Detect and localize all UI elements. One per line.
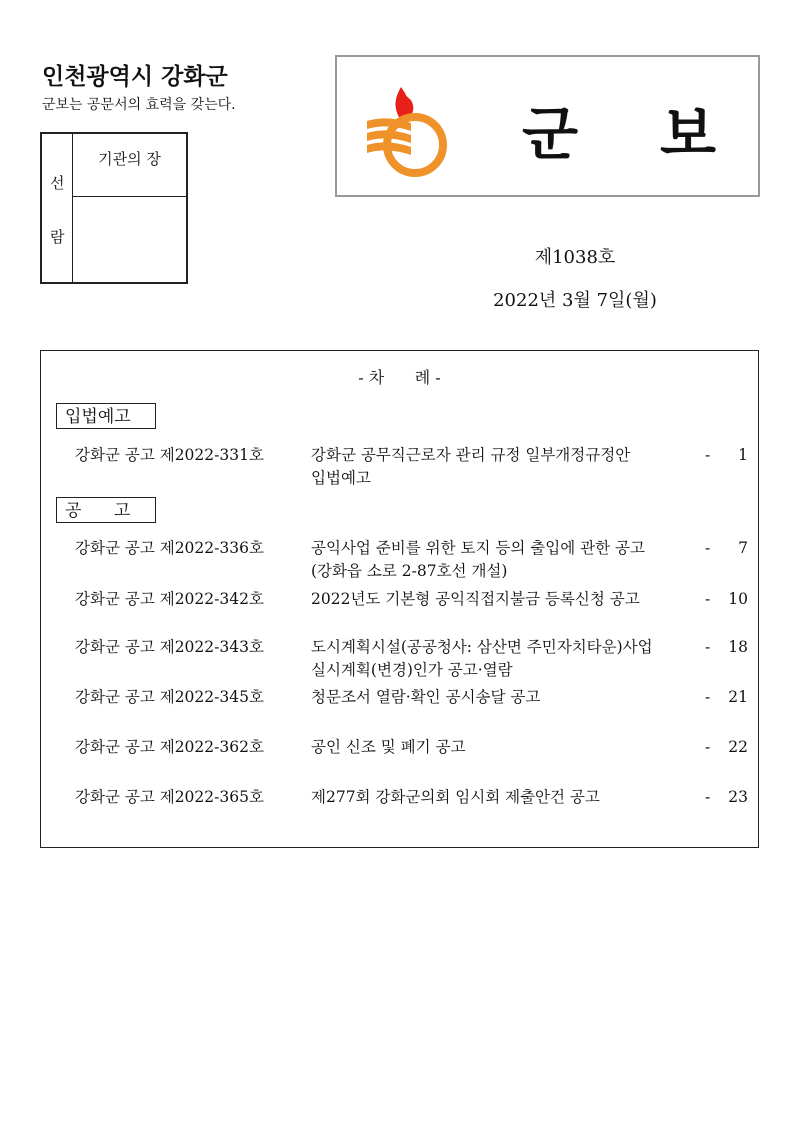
- circulation-side: [42, 134, 73, 282]
- notice-number: 강화군 공고 제2022-343호: [75, 638, 264, 656]
- circulation-side-label-2: 람: [50, 228, 65, 246]
- page-number: 23: [728, 788, 748, 806]
- issue-number: 제1038호: [534, 247, 616, 268]
- dash: -: [705, 638, 711, 656]
- notice-title: 공인 신조 및 폐기 공고: [311, 738, 466, 756]
- section-legislative-notice: 입법예고: [56, 403, 156, 429]
- notice-title: 2022년도 기본형 공익직접지불금 등록신청 공고: [311, 590, 640, 608]
- page-number: 22: [728, 738, 748, 756]
- page-number: 10: [728, 590, 748, 608]
- circulation-header: 기관의 장: [73, 134, 186, 197]
- dash: -: [705, 539, 711, 557]
- publisher-title: 인천광역시 강화군: [42, 64, 228, 90]
- page-number: 1: [738, 446, 748, 464]
- toc-heading: - 차 례 -: [358, 368, 441, 387]
- dash: -: [705, 688, 711, 706]
- notice-title: 청문조서 열람·확인 공시송달 공고: [311, 688, 541, 706]
- circulation-side-label-1: 선: [50, 174, 65, 192]
- dash: -: [705, 590, 711, 608]
- notice-number: 강화군 공고 제2022-336호: [75, 539, 264, 557]
- county-emblem-icon: [363, 79, 453, 179]
- notice-number: 강화군 공고 제2022-331호: [75, 446, 264, 464]
- banner-char-2: 보: [660, 100, 717, 168]
- notice-title: 강화군 공무직근로자 관리 규정 일부개정규정안 입법예고: [311, 446, 631, 487]
- banner-char-1: 군: [522, 100, 579, 168]
- notice-title: 도시계획시설(공공청사: 삼산면 주민자치타운)사업 실시계획(변경)인가 공고·열람: [311, 638, 653, 679]
- publisher-subtitle: 군보는 공문서의 효력을 갖는다.: [42, 97, 236, 113]
- issue-date: 2022년 3월 7일(월): [493, 290, 657, 311]
- circulation-box: [40, 132, 188, 284]
- page-number: 18: [728, 638, 748, 656]
- notice-title: 제277회 강화군의회 임시회 제출안건 공고: [311, 788, 600, 806]
- table-of-contents: [40, 350, 759, 848]
- notice-number: 강화군 공고 제2022-362호: [75, 738, 264, 756]
- gazette-banner: [335, 55, 760, 197]
- notice-number: 강화군 공고 제2022-342호: [75, 590, 264, 608]
- dash: -: [705, 788, 711, 806]
- dash: -: [705, 446, 711, 464]
- dash: -: [705, 738, 711, 756]
- page-number: 7: [738, 539, 748, 557]
- page-number: 21: [728, 688, 748, 706]
- notice-number: 강화군 공고 제2022-345호: [75, 688, 264, 706]
- section-public-notice: 공 고: [56, 497, 156, 523]
- notice-number: 강화군 공고 제2022-365호: [75, 788, 264, 806]
- notice-title: 공익사업 준비를 위한 토지 등의 출입에 관한 공고 (강화읍 소로 2-87호선 개설): [311, 539, 645, 580]
